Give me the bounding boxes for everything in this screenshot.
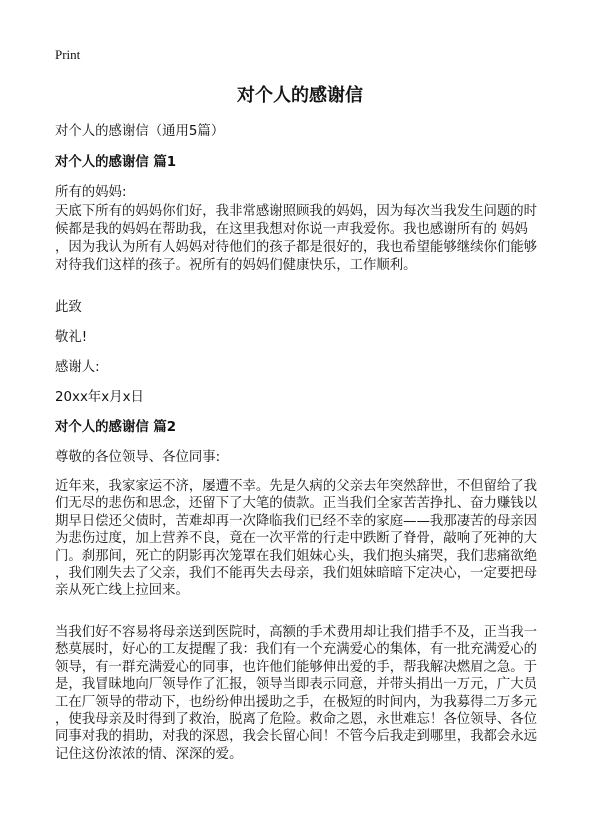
date: 20xx年x月x日 xyxy=(55,390,144,405)
salutation-2: 尊敬的各位领导、各位同事: xyxy=(55,450,221,465)
closing-2: 敬礼! xyxy=(55,330,88,345)
text-line: 近年来，我家家运不济，屡遭不幸。先是久病的父亲去年突然辞世，不但留给了我 xyxy=(55,479,538,494)
body-paragraph-3 xyxy=(55,624,550,763)
text-line: 候都是我的妈妈在帮助我，在这里我想对你说一声我爱你。我也感谢所有的 妈妈 xyxy=(55,222,528,237)
text-line: 是，我冒昧地向厂领导作了汇报，领导当即表示同意，并带头捐出一万元，广大员 xyxy=(55,677,538,693)
text-line: 当我们好不容易将母亲送到医院时，高额的手术费用却让我们措手不及，正当我一 xyxy=(55,625,538,640)
text-line: 同事对我的捐助，对我的深恩，我会长留心间！不管今后我走到哪里，我都会永远 xyxy=(55,729,538,745)
page-title: 对个人的感谢信 xyxy=(237,85,363,106)
text-line: ，使我母亲及时得到了救治，脱离了危险。救命之恩，永世难忘！各位领导、各位 xyxy=(55,711,538,727)
print-link[interactable]: Print xyxy=(55,47,81,62)
text-line: 愁莫展时，好心的工友提醒了我：我们有一个充满爱心的集体，有一批充满爱心的 xyxy=(55,642,538,658)
salutation-1: 所有的妈妈: xyxy=(55,185,127,200)
body-paragraph-1 xyxy=(55,203,550,275)
closing-1: 此致 xyxy=(55,300,82,315)
text-line: 领导，有一群充满爱心的同事，也许他们能够伸出爱的手，帮我解决燃眉之急。于 xyxy=(55,659,538,675)
signer: 感谢人: xyxy=(55,360,100,375)
body-paragraph-2 xyxy=(55,478,550,600)
text-line: ，因为我认为所有人妈妈对待他们的孩子都是很好的，我也希望能够继续你们能够 xyxy=(55,240,538,255)
text-line: 期早日偿还父债时，苦难却再一次降临我们已经不幸的家庭——我那凄苦的母亲因 xyxy=(55,513,538,529)
text-line: ，我们刚失去了父亲，我们不能再失去母亲，我们姐妹暗暗下定决心，一定要把母 xyxy=(55,565,538,581)
text-line: 门。刹那间，死亡的阴影再次笼罩在我们姐妹心头，我们抱头痛哭，我们悲痛欲绝 xyxy=(55,548,538,564)
section-heading-1: 对个人的感谢信 篇1 xyxy=(55,155,177,170)
subtitle: 对个人的感谢信（通用5篇） xyxy=(55,124,225,139)
text-line: 们无尽的悲伤和思念，还留下了大笔的债款。正当我们全家苦苦挣扎、奋力赚钱以 xyxy=(55,496,538,512)
text-line: 为悲伤过度，加上营养不良，竟在一次平常的行走中跌断了脊骨，敲响了死神的大 xyxy=(55,531,538,547)
text-line: 记住这份浓浓的情、深深的爱。 xyxy=(55,746,243,762)
text-line: 工在厂领导的带动下，也纷纷伸出援助之手，在极短的时间内，为我募得二万多元 xyxy=(55,694,538,710)
text-line: 亲从死亡线上拉回来。 xyxy=(55,583,189,599)
text-line: 天底下所有的妈妈你们好，我非常感谢照顾我的妈妈，因为每次当我发生问题的时 xyxy=(55,204,538,219)
section-heading-2: 对个人的感谢信 篇2 xyxy=(55,420,177,435)
text-line: 对待我们这样的孩子。祝所有的妈妈们健康快乐，工作顺利。 xyxy=(55,258,417,273)
